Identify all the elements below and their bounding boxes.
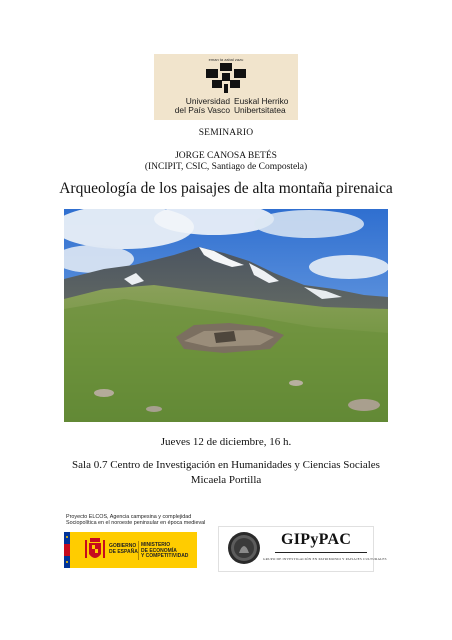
gipypac-subtitle: GRUPO DE INVESTIGACIÓN EN PATRIMONIO Y PAISAJES CULTURALES	[263, 557, 387, 561]
event-date: Jueves 12 de diciembre, 16 h.	[160, 436, 292, 448]
mountain-landscape-photo	[64, 209, 388, 422]
gov-divider	[138, 541, 139, 560]
ministry-name: MINISTERIO DE ECONOMÍA Y COMPETITIVIDAD	[141, 542, 189, 560]
event-category: SEMINARIO	[198, 128, 254, 138]
event-venue: Sala 0.7 Centro de Investigación en Humanidades y Ciencias Sociales	[72, 459, 380, 471]
seminar-title: Arqueología de los paisajes de alta montaña pirenaica	[59, 180, 393, 197]
government-logo	[64, 532, 197, 568]
university-name-eu: Euskal Herriko Unibertsitatea	[234, 96, 289, 116]
gipypac-logo	[218, 526, 387, 572]
spain-coat-of-arms-icon	[84, 536, 106, 564]
gipypac-name: GIPyPAC	[281, 531, 352, 548]
university-tree-icon	[202, 63, 250, 93]
university-name-es: Universidad del País Vasco	[174, 96, 230, 116]
gov-name: GOBIERNO DE ESPAÑA	[109, 543, 138, 555]
logo-motto: eman ta zabal zazu	[208, 57, 244, 62]
event-venue-building: Micaela Portilla	[190, 474, 262, 486]
university-logo	[154, 54, 298, 120]
eu-flag-stripe-icon	[64, 532, 70, 568]
seal-medallion-icon	[227, 531, 261, 565]
project-caption: Proyecto ELCOS, Agencia campesina y complejidad Sociopolítica en el noroeste peninsular en época medieval	[66, 514, 206, 527]
speaker-name: JORGE CANOSA BETÉS	[175, 151, 277, 161]
speaker-affiliation: (INCIPIT, CSIC, Santiago de Compostela)	[144, 162, 308, 172]
gipypac-rule	[275, 552, 367, 553]
